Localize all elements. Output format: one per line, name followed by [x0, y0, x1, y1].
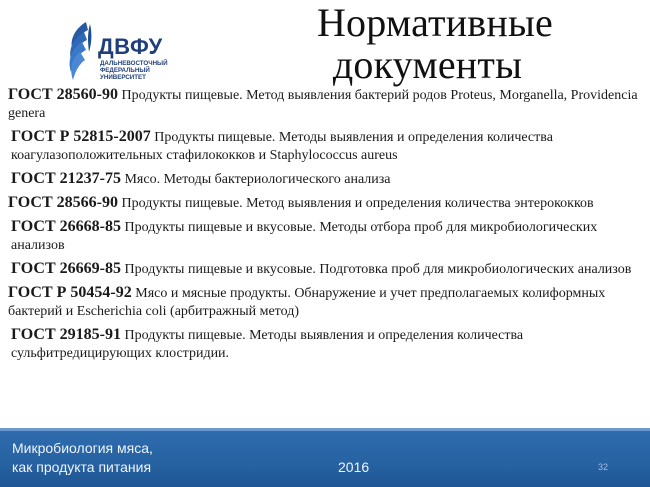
document-code: ГОСТ Р 50454-92 — [8, 284, 132, 301]
document-entry — [8, 86, 644, 123]
footer-year: 2016 — [338, 459, 370, 475]
dvfu-emblem-icon — [62, 18, 98, 84]
slide-title — [300, 2, 570, 86]
document-description: Продукты пищевые и вкусовые. Подготовка проб для микробиологических анализов — [120, 262, 632, 277]
document-entry — [8, 326, 644, 363]
document-code: ГОСТ 28566-90 — [8, 194, 118, 211]
document-description: Продукты пищевые и вкусовые. Методы отбора проб для микробиологических анализов — [11, 220, 598, 253]
document-code: ГОСТ 26669-85 — [11, 260, 121, 277]
footer-course-title — [12, 439, 153, 477]
document-description: Продукты пищевые. Метод выявления бактерий родов Proteus, Morganella, Providencia genera — [8, 88, 638, 121]
document-code: ГОСТ Р 52815-2007 — [11, 128, 151, 145]
page-number: 32 — [598, 462, 609, 472]
document-description: Мясо. Методы бактериологического анализа — [120, 172, 391, 187]
document-code: ГОСТ 26668-85 — [11, 218, 121, 235]
document-code: ГОСТ 21237-75 — [11, 170, 121, 187]
document-entry — [8, 260, 644, 279]
document-description: Мясо и мясные продукты. Обнаружение и учет предполагаемых колиформных бактерий и Escherichia coli (арбитражный метод) — [8, 286, 606, 319]
document-code: ГОСТ 28560-90 — [8, 86, 118, 103]
document-entry — [8, 170, 644, 189]
document-entry — [8, 218, 644, 255]
slide-footer — [0, 428, 650, 487]
footer-line-2: как продукта питания — [12, 459, 152, 475]
document-description: Продукты пищевые. Метод выявления и определения количества энтерококков — [117, 196, 594, 211]
document-entry — [8, 284, 644, 321]
document-code: ГОСТ 29185-91 — [11, 326, 121, 343]
logo-sub-line-3: УНИВЕРСИТЕТ — [100, 74, 146, 81]
document-entry — [8, 194, 644, 213]
document-entry — [8, 128, 644, 165]
slide-title-line-1: Нормативные — [316, 0, 554, 45]
documents-list — [8, 86, 644, 368]
logo-sub-line-2: ФЕДЕРАЛЬНЫЙ — [100, 67, 150, 74]
slide-title-line-2: документы — [332, 42, 523, 87]
footer-line-1: Микробиология мяса, — [12, 440, 153, 456]
footer-divider — [0, 429, 650, 431]
logo-brand-text: ДВФУ — [98, 34, 163, 59]
logo-sub-line-1: ДАЛЬНЕВОСТОЧНЫЙ — [100, 60, 168, 67]
logo-subtitle — [100, 60, 180, 81]
university-logo — [62, 18, 174, 86]
document-description: Продукты пищевые. Методы выявления и определения количества коагулазоположительных стафилококков и Staphylococcus aureus — [11, 130, 553, 163]
document-description: Продукты пищевые. Методы выявления и определения количества сульфитредицирующих клостридии. — [11, 328, 524, 361]
